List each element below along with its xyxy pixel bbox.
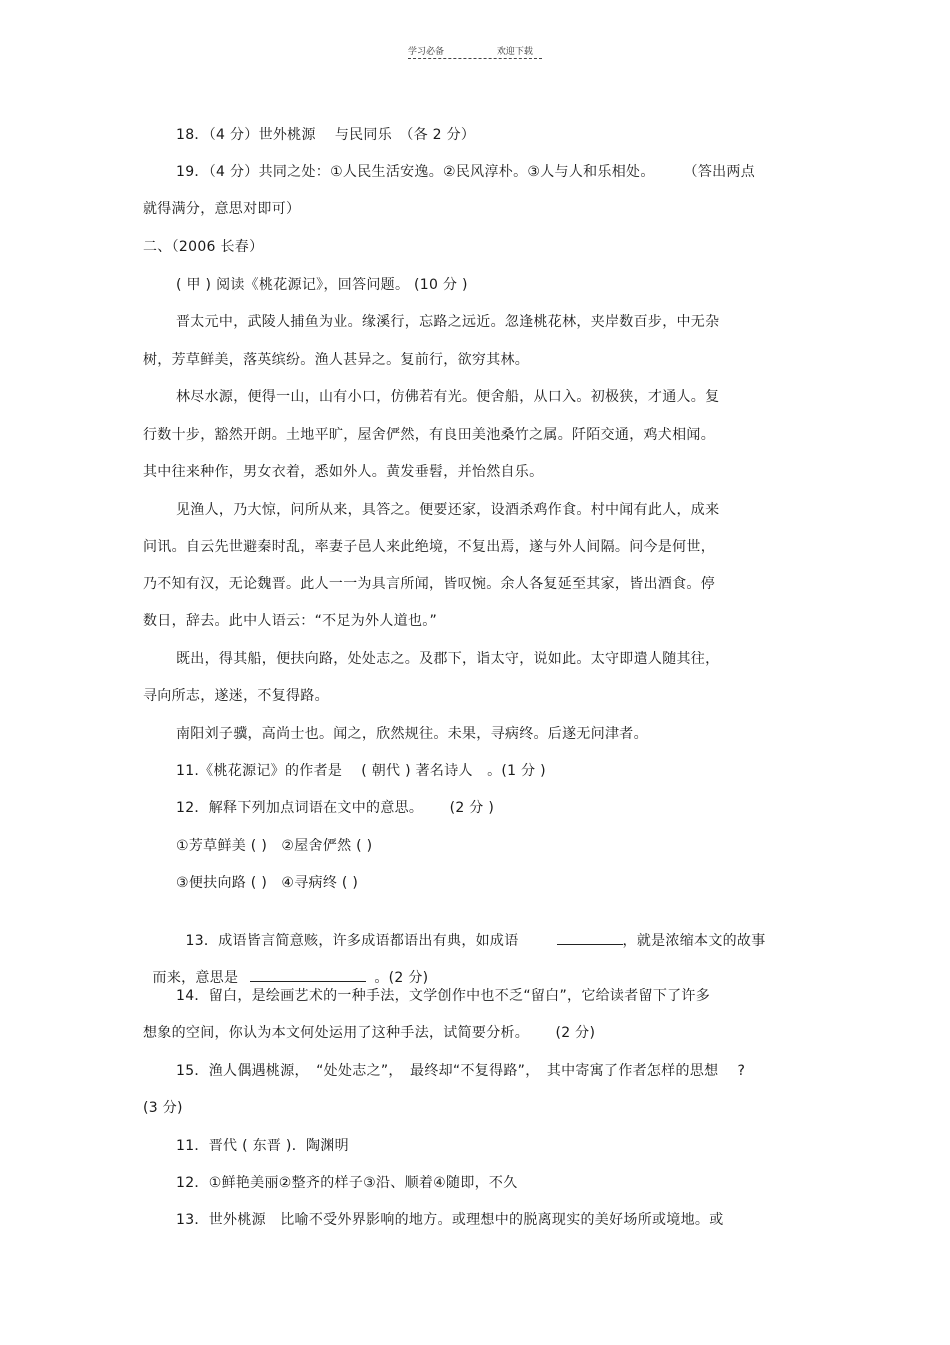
question-14: 14．留白，是绘画艺术的一种手法，文学创作中也不乏“留白”，它给读者留下了许多 [176, 988, 711, 1004]
question-12-items-b: ③便扶向路 ( ) ④寻病终 ( ) [176, 875, 359, 891]
section-heading: 二、（2006 长春） [143, 239, 264, 255]
passage-line: 乃不知有汉，无论魏晋。此人一一为具言所闻，皆叹惋。余人各复延至其家，皆出酒食。停 [143, 576, 715, 592]
question-13-text-b: ，就是浓缩本文的故事 [622, 933, 766, 949]
passage-line: 寻向所志，遂迷，不复得路。 [143, 688, 329, 704]
question-12: 12．解释下列加点词语在文中的意思。 (2 分 ) [176, 800, 495, 816]
header-dashed-rule [408, 58, 542, 59]
answer-19: 19．（4 分）共同之处：①人民生活安逸。②民风淳朴。③人与人和乐相处。 （答出两点 [176, 164, 756, 180]
answer-blank[interactable] [557, 930, 623, 945]
question-11: 11.《桃花源记》的作者是 ( 朝代 ) 著名诗人 。(1 分 ) [176, 763, 546, 779]
passage-line: 林尽水源，便得一山，山有小口，仿佛若有光。便舍船，从口入。初极狭，才通人。复 [176, 389, 720, 405]
passage-line: 树，芳草鲜美，落英缤纷。渔人甚异之。复前行，欲穷其林。 [143, 352, 530, 368]
header-left-text: 学习必备 [408, 47, 445, 57]
answer-19-cont: 就得满分，意思对即可） [143, 201, 301, 217]
answer-12: 12．①鲜艳美丽②整齐的样子③沿、顺着④随即，不久 [176, 1175, 518, 1191]
header-right-text: 欢迎下载 [496, 47, 533, 57]
passage-line: 行数十步，豁然开朗。土地平旷，屋舍俨然，有良田美池桑竹之属。阡陌交通，鸡犬相闻。 [143, 427, 715, 443]
question-15: 15．渔人偶遇桃源， “处处志之”， 最终却“不复得路”， 其中寄寓了作者怎样的思想 ? [176, 1063, 746, 1079]
answer-11: 11．晋代 ( 东晋 )．陶渊明 [176, 1138, 349, 1154]
passage-line: 问讯。自云先世避秦时乱，率妻子邑人来此绝境，不复出焉，遂与外人间隔。问今是何世， [143, 539, 715, 555]
question-15-cont: (3 分) [143, 1100, 183, 1116]
passage-line: 晋太元中，武陵人捕鱼为业。缘溪行，忘路之远近。忽逢桃花林，夹岸数百步，中无杂 [176, 314, 720, 330]
question-13 [176, 912, 766, 950]
question-13-cont [143, 949, 428, 987]
passage-line: 南阳刘子骥，高尚士也。闻之，欣然规往。未果，寻病终。后遂无问津者。 [176, 726, 648, 742]
question-13-text-a: 13．成语皆言简意赅，许多成语都语出有典，如成语 [185, 933, 519, 949]
passage-instruction: ( 甲 ) 阅读《桃花源记》，回答问题。 (10 分 ) [176, 277, 468, 293]
passage-line: 数日，辞去。此中人语云：“不足为外人道也。” [143, 613, 438, 629]
question-13-text-c: 而来，意思是 [152, 970, 239, 986]
question-14-cont: 想象的空间，你认为本文何处运用了这种手法，试简要分析。 (2 分) [143, 1025, 596, 1041]
question-13-text-d: 。(2 分) [374, 970, 429, 986]
answer-18: 18．（4 分）世外桃源 与民同乐 （各 2 分） [176, 127, 476, 143]
passage-line: 见渔人，乃大惊，问所从来，具答之。便要还家，设酒杀鸡作食。村中闻有此人，成来 [176, 502, 720, 518]
passage-line: 既出，得其船，便扶向路，处处志之。及郡下，诣太守，说如此。太守即遣人随其往， [176, 651, 720, 667]
answer-blank[interactable] [250, 967, 366, 982]
question-12-items-a: ①芳草鲜美 ( ) ②屋舍俨然 ( ) [176, 838, 373, 854]
page-header [408, 44, 533, 57]
passage-line: 其中往来种作，男女衣着，悉如外人。黄发垂髫，并怡然自乐。 [143, 464, 544, 480]
answer-13: 13．世外桃源 比喻不受外界影响的地方。或理想中的脱离现实的美好场所或境地。或 [176, 1212, 724, 1228]
